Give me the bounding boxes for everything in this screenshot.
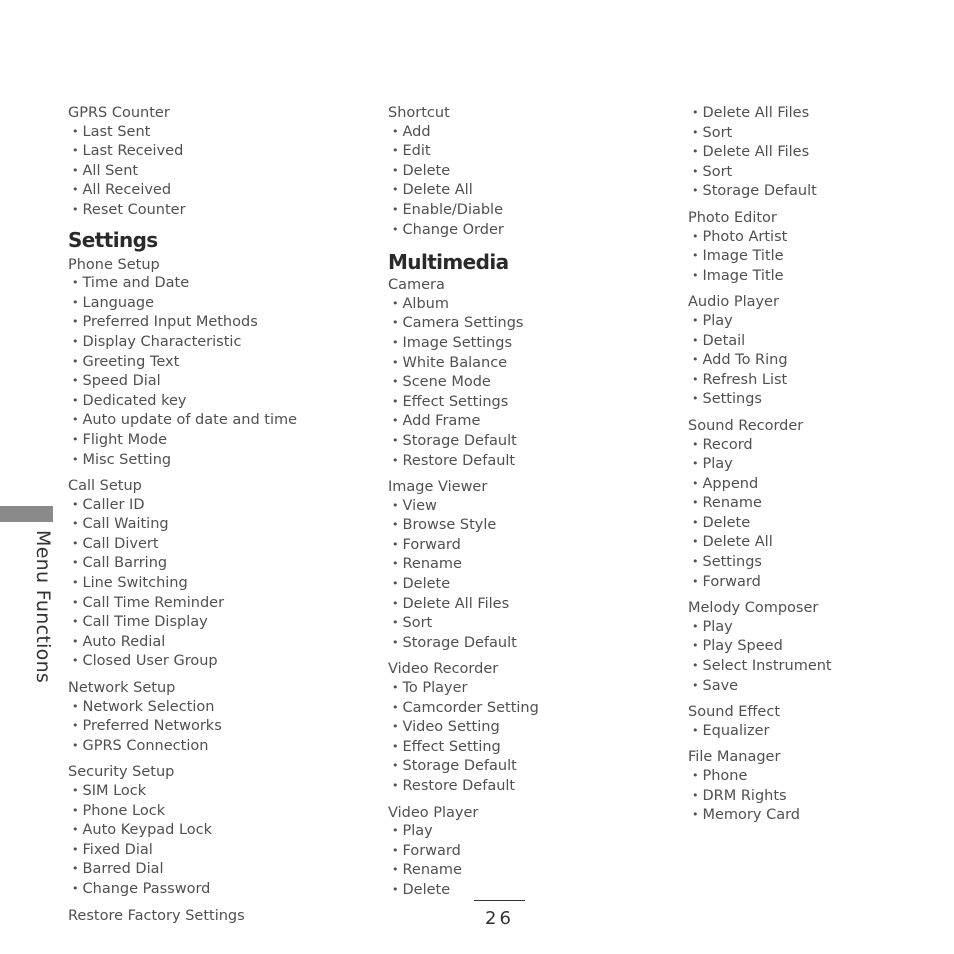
menu-item: • Sort: [688, 163, 954, 183]
menu-item: • Add To Ring: [688, 351, 954, 371]
menu-item: • Add: [388, 123, 678, 143]
group-title: Video Recorder: [388, 661, 499, 678]
menu-item: • Misc Setting: [68, 451, 358, 471]
menu-item: • Delete All Files: [688, 143, 954, 163]
group-title: Camera: [388, 277, 445, 294]
menu-item: • Settings: [688, 553, 954, 573]
menu-item: • Network Selection: [68, 698, 358, 718]
menu-item: • Auto update of date and time: [68, 411, 358, 431]
menu-item: • Preferred Networks: [68, 717, 358, 737]
menu-item: • Add Frame: [388, 412, 678, 432]
menu-item: • Camera Settings: [388, 314, 678, 334]
group-title: Audio Player: [688, 294, 779, 311]
menu-group: [388, 804, 678, 901]
menu-item: • All Received: [68, 181, 358, 201]
side-section-label: Menu Functions: [32, 530, 54, 684]
group-title: Video Player: [388, 804, 479, 821]
group-items: [388, 679, 678, 797]
menu-item: • Forward: [388, 536, 678, 556]
group-title: Call Setup: [68, 478, 142, 495]
menu-item: • Play: [688, 618, 954, 638]
group-items: [688, 767, 954, 826]
menu-item: • All Sent: [68, 162, 358, 182]
column-middle: [388, 104, 678, 908]
menu-item: • Sort: [388, 614, 678, 634]
menu-item: • Preferred Input Methods: [68, 313, 358, 333]
group-items: [68, 123, 358, 221]
group-items: [688, 722, 954, 742]
menu-item: • Flight Mode: [68, 431, 358, 451]
menu-item: • Rename: [388, 555, 678, 575]
menu-group: [388, 660, 678, 796]
menu-item: • Phone: [688, 767, 954, 787]
menu-item: • Forward: [388, 842, 678, 862]
menu-item: • Rename: [688, 494, 954, 514]
menu-item: • Equalizer: [688, 722, 954, 742]
menu-item: • Append: [688, 475, 954, 495]
menu-item: • Delete: [388, 881, 678, 901]
menu-item: • Fixed Dial: [68, 841, 358, 861]
menu-item: • Call Waiting: [68, 515, 358, 535]
group-title: Sound Effect: [688, 704, 780, 721]
group-title: Phone Setup: [68, 256, 160, 273]
group-title: Restore Factory Settings: [68, 907, 245, 924]
group-items: [68, 698, 358, 757]
menu-item: • Last Sent: [68, 123, 358, 143]
page-number-rule: [474, 900, 525, 901]
menu-item: • Delete All Files: [388, 595, 678, 615]
menu-item: • Select Instrument: [688, 657, 954, 677]
menu-item: • Delete: [388, 162, 678, 182]
menu-item: • Enable/Diable: [388, 201, 678, 221]
menu-item: • Storage Default: [388, 634, 678, 654]
menu-item: • Sort: [688, 124, 954, 144]
group-items: [688, 228, 954, 287]
menu-item: • To Player: [388, 679, 678, 699]
menu-item: • Call Divert: [68, 535, 358, 555]
menu-item: • Delete All Files: [688, 104, 954, 124]
group-title: GPRS Counter: [68, 105, 170, 121]
menu-item: • Closed User Group: [68, 652, 358, 672]
menu-item: • Phone Lock: [68, 802, 358, 822]
menu-item: • DRM Rights: [688, 787, 954, 807]
group-items: [688, 436, 954, 593]
menu-item: • Display Characteristic: [68, 333, 358, 353]
menu-item: • Detail: [688, 332, 954, 352]
menu-item: • Image Title: [688, 267, 954, 287]
menu-item: • Record: [688, 436, 954, 456]
section-heading-multimedia: Multimedia: [388, 250, 509, 275]
menu-item: • Browse Style: [388, 516, 678, 536]
menu-item: • Play: [688, 312, 954, 332]
group-items: [388, 123, 678, 241]
menu-item: • Album: [388, 295, 678, 315]
menu-item: • SIM Lock: [68, 782, 358, 802]
group-items: [388, 497, 678, 654]
menu-item: • View: [388, 497, 678, 517]
menu-item: • Delete All: [688, 533, 954, 553]
menu-item: • Last Received: [68, 142, 358, 162]
menu-item: • Scene Mode: [388, 373, 678, 393]
group-title: File Manager: [688, 749, 781, 766]
menu-item: • Line Switching: [68, 574, 358, 594]
menu-item: • Auto Redial: [68, 633, 358, 653]
group-title: Network Setup: [68, 680, 176, 697]
menu-item: • Speed Dial: [68, 372, 358, 392]
section-heading-settings: Settings: [68, 227, 158, 252]
menu-item: • Forward: [688, 573, 954, 593]
group-title: Photo Editor: [688, 209, 777, 226]
menu-group: [688, 417, 954, 592]
menu-group: [68, 104, 358, 221]
menu-item: • Caller ID: [68, 496, 358, 516]
menu-item: • Play Speed: [688, 637, 954, 657]
menu-group: [68, 477, 358, 672]
menu-item: • Restore Default: [388, 452, 678, 472]
menu-item: • White Balance: [388, 354, 678, 374]
group-title: Shortcut: [388, 105, 450, 121]
menu-item: • Call Time Display: [68, 613, 358, 633]
menu-item: • Change Order: [388, 221, 678, 241]
menu-group: [388, 478, 678, 653]
menu-item: • Reset Counter: [68, 201, 358, 221]
group-title: Melody Composer: [688, 600, 819, 617]
menu-item: • Rename: [388, 861, 678, 881]
group-items: [688, 618, 954, 696]
menu-item: • Play: [388, 822, 678, 842]
menu-item: • Image Title: [688, 247, 954, 267]
group-items: [688, 312, 954, 410]
menu-item: • Delete: [688, 514, 954, 534]
menu-group: [688, 703, 954, 741]
menu-item: • Restore Default: [388, 777, 678, 797]
menu-group: [688, 293, 954, 410]
menu-group: [68, 256, 358, 471]
group-items: [388, 822, 678, 900]
menu-group: [688, 104, 954, 202]
menu-item: • Refresh List: [688, 371, 954, 391]
menu-item: • Language: [68, 294, 358, 314]
menu-item: • Greeting Text: [68, 353, 358, 373]
side-tab-marker: [0, 506, 53, 522]
menu-item: • GPRS Connection: [68, 737, 358, 757]
menu-item: • Delete: [388, 575, 678, 595]
menu-item: • Time and Date: [68, 274, 358, 294]
group-items: [68, 782, 358, 900]
menu-item: • Settings: [688, 390, 954, 410]
group-title: Security Setup: [68, 764, 175, 781]
menu-item: • Effect Setting: [388, 738, 678, 758]
page-number: 26: [485, 908, 514, 929]
menu-group: [688, 599, 954, 696]
menu-item: • Image Settings: [388, 334, 678, 354]
menu-group: [388, 104, 678, 240]
group-title: Sound Recorder: [688, 417, 804, 434]
menu-group: [68, 679, 358, 756]
menu-item: • Memory Card: [688, 806, 954, 826]
menu-item: • Dedicated key: [68, 392, 358, 412]
menu-item: • Delete All: [388, 181, 678, 201]
menu-group: [688, 748, 954, 825]
menu-item: • Change Password: [68, 880, 358, 900]
menu-item: • Effect Settings: [388, 393, 678, 413]
menu-group: [68, 763, 358, 899]
column-left: [68, 104, 358, 932]
menu-group: [68, 907, 358, 926]
menu-item: • Storage Default: [388, 757, 678, 777]
group-items: [68, 274, 358, 470]
menu-group: [388, 276, 678, 471]
menu-item: • Play: [688, 455, 954, 475]
menu-item: • Call Barring: [68, 554, 358, 574]
menu-item: • Barred Dial: [68, 860, 358, 880]
group-items: [68, 496, 358, 672]
menu-item: • Storage Default: [388, 432, 678, 452]
group-title: Image Viewer: [388, 479, 488, 496]
menu-item: • Video Setting: [388, 718, 678, 738]
menu-group: [688, 209, 954, 286]
group-items: [688, 104, 954, 202]
menu-item: • Photo Artist: [688, 228, 954, 248]
menu-item: • Storage Default: [688, 182, 954, 202]
menu-item: • Edit: [388, 142, 678, 162]
menu-item: • Call Time Reminder: [68, 594, 358, 614]
menu-item: • Auto Keypad Lock: [68, 821, 358, 841]
menu-item: • Save: [688, 677, 954, 697]
menu-item: • Camcorder Setting: [388, 699, 678, 719]
column-right: [688, 104, 954, 833]
group-items: [388, 295, 678, 471]
